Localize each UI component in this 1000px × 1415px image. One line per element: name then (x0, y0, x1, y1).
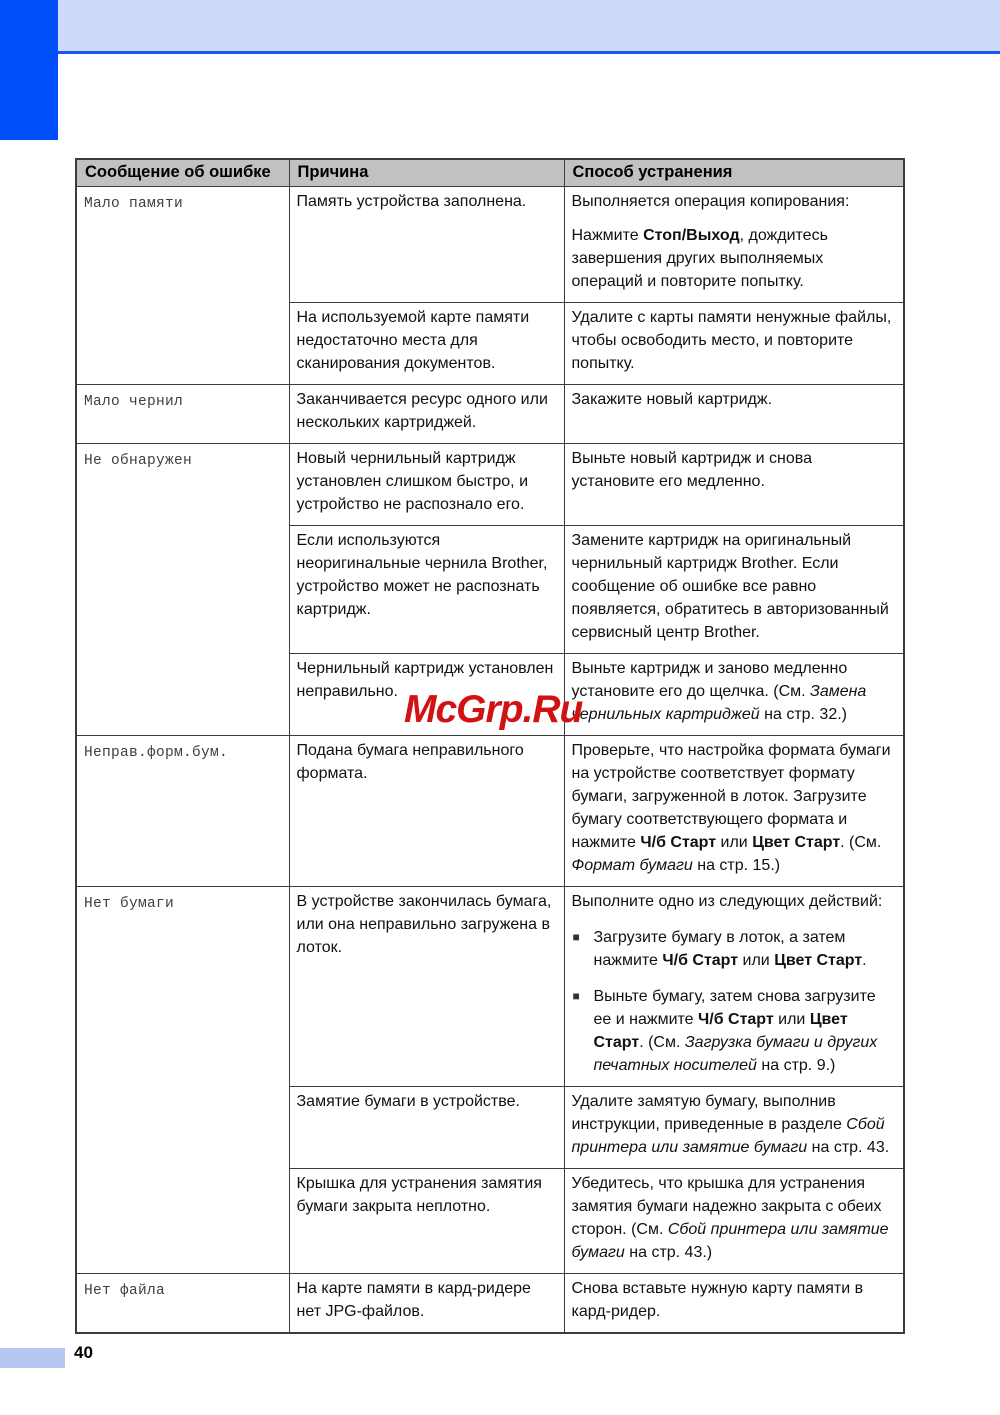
text-run: Замятие бумаги в устройстве. (296, 1093, 520, 1110)
text-run: Выньте картридж и заново медленно установите его до щелчка. (См. (571, 660, 848, 700)
remedy-cell (564, 444, 904, 526)
text-run: Цвет Старт (593, 1011, 848, 1051)
paragraph (572, 1172, 896, 1264)
text-run: Убедитесь, что крышка для устранения замятия бумаги надежно закрыта с обеих сторон. (См. (571, 1175, 882, 1238)
text-run: Нажмите (571, 227, 644, 244)
error-table-head (76, 159, 904, 187)
paragraph (572, 190, 896, 213)
cause-cell (289, 736, 564, 887)
paragraph (297, 739, 556, 785)
paragraph (572, 657, 896, 726)
table-row (76, 1274, 904, 1334)
text-run: или (773, 1011, 810, 1028)
text-run: Сбой принтера или замятие бумаги (571, 1221, 889, 1261)
table-row (76, 444, 904, 526)
text-run: Удалите замятую бумагу, выполнив инструкции, приведенные в разделе (571, 1093, 847, 1133)
remedy-cell (564, 385, 904, 444)
text-run: Новый чернильный картридж установлен слишком быстро, и устройство не распознало его. (296, 450, 528, 513)
header-row (76, 159, 904, 187)
remedy-cell (564, 1169, 904, 1274)
remedy-cell (564, 654, 904, 736)
paragraph (572, 529, 896, 644)
text-run: В устройстве закончилась бумага, или она неправильно загружена в лоток. (296, 893, 552, 956)
error-message-cell: Нет бумаги (76, 887, 289, 1274)
table-row (76, 887, 904, 1087)
text-run: Замена чернильных картриджей (571, 683, 867, 723)
text-run: Стоп/Выход (643, 227, 740, 244)
paragraph (297, 1277, 556, 1323)
remedy-cell (564, 526, 904, 654)
footer-accent-bar (0, 1348, 65, 1368)
bullet-square-icon: ■ (572, 930, 580, 944)
error-table-body (76, 187, 904, 1334)
error-message-cell: Нет файла (76, 1274, 289, 1334)
text-run: Заканчивается ресурс одного или нескольких картриджей. (296, 391, 548, 431)
cause-cell (289, 1087, 564, 1169)
text-run: на стр. 32.) (759, 706, 847, 723)
text-run: Выньте бумагу, затем снова загрузите ее и нажмите (593, 988, 876, 1028)
table-row (76, 736, 904, 887)
page-number: 40 (74, 1343, 93, 1362)
paragraph (297, 890, 556, 959)
bullet-item (572, 926, 896, 972)
paragraph (572, 739, 896, 877)
cause-cell (289, 887, 564, 1087)
remedy-cell (564, 887, 904, 1087)
remedy-cell (564, 187, 904, 303)
paragraph (572, 1090, 896, 1159)
paragraph (297, 388, 556, 434)
bullet-item (572, 985, 896, 1077)
text-run: Ч/б Старт (640, 834, 717, 851)
remedy-cell (564, 1274, 904, 1334)
paragraph (297, 1090, 556, 1113)
remedy-cell (564, 303, 904, 385)
paragraph (297, 190, 556, 213)
cause-cell (289, 303, 564, 385)
paragraph (297, 1172, 556, 1218)
paragraph (297, 306, 556, 375)
text-run: Цвет Старт (774, 952, 863, 969)
cause-cell (289, 385, 564, 444)
text-run: Удалите с карты памяти ненужные файлы, чтобы освободить место, и повторите попытку. (571, 309, 892, 372)
text-run: . (См. (639, 1034, 685, 1051)
text-run: Ч/б Старт (698, 1011, 774, 1028)
column-header-2: Способ устранения (564, 159, 904, 187)
text-run: на стр. 43.) (624, 1244, 713, 1261)
text-run: Закажите новый картридж. (571, 391, 773, 408)
cause-cell (289, 187, 564, 303)
table-row (76, 385, 904, 444)
error-message-cell: Не обнаружен (76, 444, 289, 736)
text-run: Ч/б Старт (662, 952, 739, 969)
cause-cell (289, 1274, 564, 1334)
paragraph (572, 447, 896, 493)
error-message-cell: Мало памяти (76, 187, 289, 385)
paragraph (572, 306, 896, 375)
banner-left-blue-block (0, 0, 58, 140)
text-run: на стр. 15.) (692, 857, 781, 874)
remedy-cell (564, 1087, 904, 1169)
cause-cell (289, 526, 564, 654)
table-row (76, 187, 904, 303)
text-run: Проверьте, что настройка формата бумаги на устройстве соответствует формату бумаги, загруженной в лоток. Загрузите бумагу соответствующего формата и нажмите (571, 742, 891, 851)
text-run: на стр. 43. (807, 1139, 890, 1156)
text-run: Если используются неоригинальные чернила Brother, устройство может не распознать картридж. (296, 532, 548, 618)
text-run: На используемой карте памяти недостаточно места для сканирования документов. (296, 309, 530, 372)
text-run: Чернильный картридж установлен неправильно. (296, 660, 554, 700)
paragraph (572, 388, 896, 411)
text-run: Выньте новый картридж и снова установите его медленно. (571, 450, 812, 490)
error-message-cell: Мало чернил (76, 385, 289, 444)
text-run: Снова вставьте нужную карту памяти в кард-ридер. (571, 1280, 864, 1320)
site-watermark: McGrp.Ru (404, 688, 583, 731)
text-run: на стр. 9.) (756, 1057, 836, 1074)
text-run: , дождитесь завершения других выполняемых операций и повторите попытку. (571, 227, 828, 290)
cause-cell (289, 1169, 564, 1274)
column-header-1: Причина (289, 159, 564, 187)
text-run: . (862, 952, 867, 969)
text-run: или (716, 834, 753, 851)
text-run: На карте памяти в кард-ридере нет JPG-файлов. (296, 1280, 531, 1320)
text-run: Формат бумаги (571, 857, 693, 874)
text-run: Загрузите бумагу в лоток, а затем нажмите (593, 929, 846, 969)
paragraph (572, 890, 896, 913)
column-header-0: Сообщение об ошибке (76, 159, 289, 187)
error-table (75, 158, 905, 1334)
error-message-cell: Неправ.форм.бум. (76, 736, 289, 887)
text-run: или (738, 952, 775, 969)
text-run: Выполняется операция копирования: (571, 193, 850, 210)
text-run: Выполните одно из следующих действий: (571, 893, 883, 910)
cause-cell (289, 444, 564, 526)
text-run: Подана бумага неправильного формата. (296, 742, 524, 782)
text-run: Память устройства заполнена. (296, 193, 527, 210)
paragraph (297, 529, 556, 621)
banner-top-band (58, 0, 1000, 54)
remedy-cell (564, 736, 904, 887)
text-run: Замените картридж на оригинальный чернильный картридж Brother. Если сообщение об ошибке все равно появляется, обратитесь в авторизованный сервисный центр Brother. (571, 532, 889, 641)
text-run: Цвет Старт (752, 834, 841, 851)
text-run: . (См. (840, 834, 882, 851)
text-run: Сбой принтера или замятие бумаги (571, 1116, 885, 1156)
bullet-square-icon: ■ (572, 989, 580, 1003)
text-run: Крышка для устранения замятия бумаги закрыта неплотно. (296, 1175, 542, 1215)
paragraph (572, 1277, 896, 1323)
text-run: Загрузка бумаги и других печатных носителей (593, 1034, 878, 1074)
paragraph (297, 447, 556, 516)
paragraph (572, 224, 896, 293)
